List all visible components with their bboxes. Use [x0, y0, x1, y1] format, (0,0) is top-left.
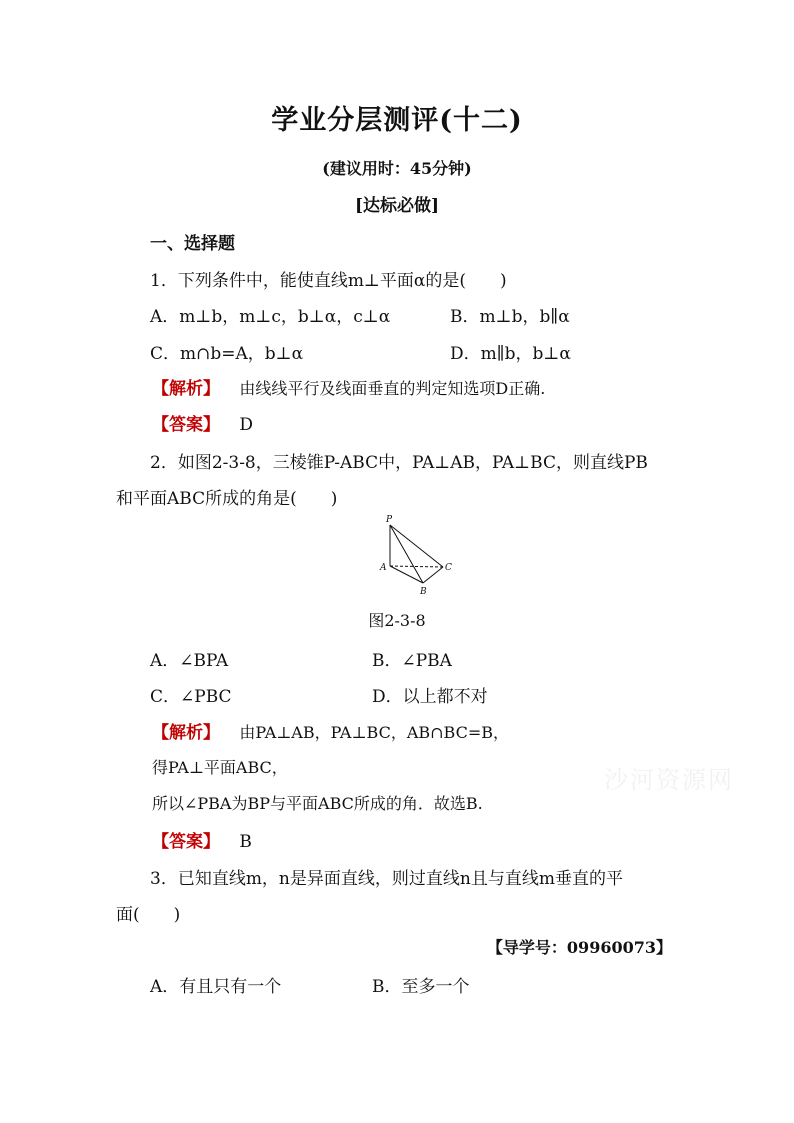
q2-option-a: A．∠BPA: [150, 651, 229, 671]
time-note: (建议用时：45分钟): [322, 159, 472, 178]
figure-caption: 图2-3-8: [368, 611, 426, 630]
page-title: 学业分层测评(十二): [271, 105, 523, 136]
answer-value: D: [239, 415, 254, 435]
label-b: B: [420, 587, 427, 597]
q1-stem: 1．下列条件中，能使直线m⊥平面α的是( ): [150, 271, 507, 291]
q2-analysis: [152, 718, 509, 743]
q2-stem-line1: 2．如图2-3-8，三棱锥P-ABC中，PA⊥AB，PA⊥BC，则直线PB: [150, 453, 648, 473]
q2-analysis-line3: 所以∠PBA为BP与平面ABC所成的角．故选B.: [152, 794, 483, 813]
q3-option-a: A．有且只有一个: [150, 977, 282, 997]
q3-stem-line1: 3．已知直线m，n是异面直线，则过直线n且与直线m垂直的平: [150, 869, 623, 889]
analysis-label: 【解析】: [152, 723, 220, 743]
q1-option-a: A．m⊥b，m⊥c，b⊥α，c⊥α: [150, 307, 391, 327]
q3-stem-line2: 面( ): [116, 905, 181, 925]
q1-answer: [152, 410, 253, 435]
answer-value: B: [239, 832, 252, 852]
analysis-label: 【解析】: [152, 379, 220, 399]
q2-stem-line2: 和平面ABC所成的角是( ): [116, 489, 338, 509]
edge-bc: [423, 567, 443, 583]
q2-answer: [152, 827, 252, 852]
q1-option-d: D．m∥b，b⊥α: [450, 344, 571, 364]
answer-label: 【答案】: [152, 832, 220, 852]
edge-pc: [390, 525, 443, 567]
q2-option-b: B．∠PBA: [372, 651, 452, 671]
q1-option-c: C．m∩b=A，b⊥α: [150, 344, 304, 364]
q1-option-b: B．m⊥b，b∥α: [450, 307, 570, 327]
answer-label: 【答案】: [152, 415, 220, 435]
q1-analysis: [152, 374, 545, 399]
label-p: P: [386, 515, 393, 525]
analysis-text-line1: 由PA⊥AB，PA⊥BC，AB∩BC=B，: [239, 723, 509, 742]
level-tag: [达标必做]: [354, 196, 440, 216]
q2-option-d: D．以上都不对: [372, 687, 488, 707]
watermark: 沙河资源网: [604, 766, 734, 794]
q3-option-b: B．至多一个: [372, 977, 470, 997]
q2-option-c: C．∠PBC: [150, 687, 232, 707]
label-c: C: [445, 563, 452, 573]
section-heading: 一、选择题: [150, 234, 235, 254]
guide-reference: 【导学号：09960073】: [486, 938, 672, 957]
analysis-text: 由线线平行及线面垂直的判定知选项D正确.: [239, 379, 546, 398]
q2-analysis-line2: 得PA⊥平面ABC，: [152, 758, 288, 777]
edge-ac-hidden: [390, 566, 443, 567]
pyramid-figure: [376, 512, 456, 598]
label-a: A: [380, 563, 387, 573]
